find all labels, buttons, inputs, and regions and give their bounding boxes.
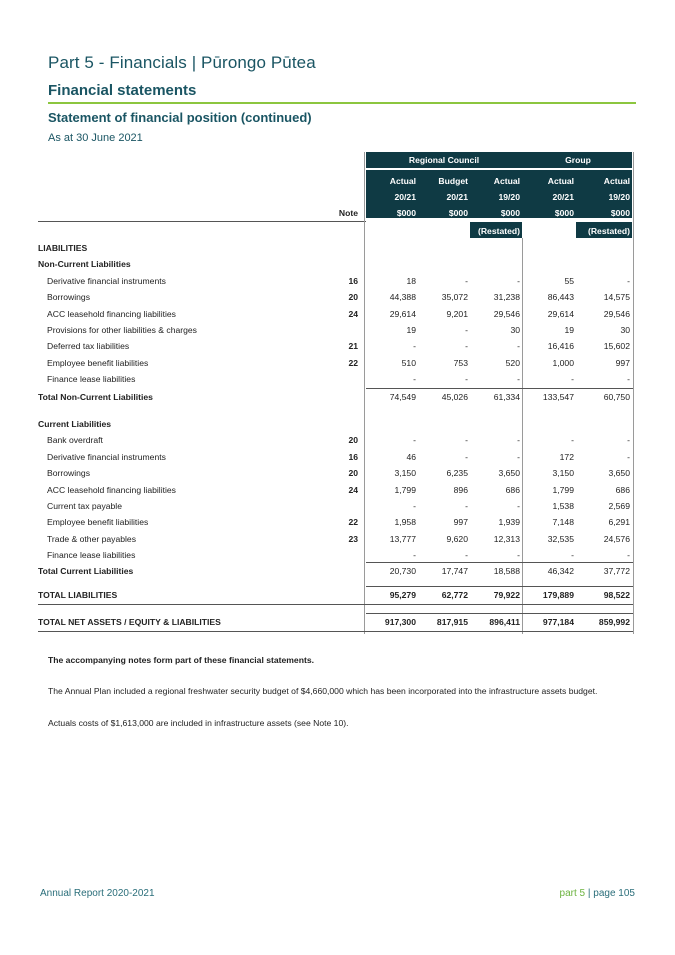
row-value: 61,334: [493, 392, 520, 402]
row-value: 1,799: [552, 485, 574, 495]
row-value: -: [413, 341, 416, 351]
accompanying-notes-statement: The accompanying notes form part of these financial statements.: [48, 655, 314, 665]
statement-date: As at 30 June 2021: [48, 132, 143, 144]
row-value: -: [627, 276, 630, 286]
row-note-ref: [328, 240, 358, 256]
section-divider: [48, 102, 636, 104]
row-value: 29,614: [389, 309, 416, 319]
row-value: 917,300: [384, 617, 416, 627]
row-value: -: [517, 435, 520, 445]
row-value: -: [465, 325, 468, 335]
table-row: [38, 322, 636, 338]
col-year-actual-1920-group: 19/20: [608, 192, 630, 202]
footer-page-number: page 105: [593, 888, 635, 899]
table-row: [38, 547, 636, 563]
row-note-ref: 20: [348, 468, 358, 478]
row-value: 6,291: [608, 517, 630, 527]
row-label: LIABILITIES: [38, 243, 88, 253]
row-value: 896: [453, 485, 468, 495]
row-note-ref: 22: [348, 517, 358, 527]
col-unit-actual-2021-group: $000: [554, 208, 574, 218]
row-note-ref: 16: [348, 276, 358, 286]
row-note-ref: [328, 547, 358, 563]
col-header-budget-2021-rc: Budget: [438, 176, 468, 186]
grand-total-underline: [38, 604, 633, 605]
row-label: Derivative financial instruments: [47, 276, 166, 286]
row-value: [524, 256, 574, 272]
row-value: -: [517, 374, 520, 384]
row-label: Finance lease liabilities: [47, 550, 136, 560]
row-label: Trade & other payables: [47, 534, 137, 544]
col-year-actual-1920-rc: 19/20: [498, 192, 520, 202]
row-value: -: [571, 550, 574, 560]
note-column-header: Note: [338, 208, 358, 218]
row-value: 14,575: [603, 292, 630, 302]
row-value: -: [465, 341, 468, 351]
row-label: Current Liabilities: [38, 419, 112, 429]
row-value: 32,535: [547, 534, 574, 544]
table-row: [38, 449, 636, 465]
col-header-actual-1920-group: Actual: [603, 176, 630, 186]
row-value: -: [465, 374, 468, 384]
row-value: -: [627, 374, 630, 384]
row-value: 29,546: [493, 309, 520, 319]
col-restated-1920-group: (Restated): [587, 226, 630, 236]
row-value: [366, 240, 416, 256]
col-header-actual-2021-rc: Actual: [389, 176, 416, 186]
col-unit-actual-1920-rc: $000: [500, 208, 520, 218]
total-rule: [366, 388, 633, 389]
table-row: [38, 371, 636, 387]
row-value: [418, 416, 468, 432]
row-value: 172: [559, 452, 574, 462]
row-value: -: [465, 501, 468, 511]
table-row: [38, 289, 636, 305]
row-value: -: [465, 452, 468, 462]
row-value: 3,650: [608, 468, 630, 478]
table-row: [38, 273, 636, 289]
row-value: 817,915: [436, 617, 468, 627]
row-value: 3,150: [552, 468, 574, 478]
row-note-ref: [328, 587, 358, 603]
row-label: TOTAL NET ASSETS / EQUITY & LIABILITIES: [38, 617, 221, 627]
row-value: 18: [406, 276, 416, 286]
row-note-ref: [328, 256, 358, 272]
row-value: 74,549: [389, 392, 416, 402]
row-value: -: [571, 374, 574, 384]
row-note-ref: 20: [348, 435, 358, 445]
row-value: [418, 240, 468, 256]
col-header-actual-1920-rc: Actual: [493, 176, 520, 186]
row-note-ref: [328, 498, 358, 514]
row-label: Current tax payable: [47, 501, 122, 511]
table-section-heading: [38, 416, 636, 432]
row-value: 62,772: [441, 590, 468, 600]
row-label: Non-Current Liabilities: [38, 259, 131, 269]
row-label: Employee benefit liabilities: [47, 358, 149, 368]
row-value: 35,072: [441, 292, 468, 302]
group-header-regional-council: Regional Council: [408, 155, 480, 165]
row-value: -: [413, 435, 416, 445]
row-value: -: [517, 341, 520, 351]
row-value: 30: [510, 325, 520, 335]
row-value: -: [517, 550, 520, 560]
row-value: -: [465, 550, 468, 560]
row-note-ref: [328, 563, 358, 579]
grand-total-underline: [38, 631, 633, 632]
row-value: 19: [564, 325, 574, 335]
row-value: 7,148: [552, 517, 574, 527]
row-note-ref: [328, 389, 358, 405]
row-value: 46,342: [547, 566, 574, 576]
row-label: Deferred tax liabilities: [47, 341, 130, 351]
total-rule: [366, 586, 633, 587]
footer-page-ref: [560, 888, 635, 899]
page-part-title: Part 5 - Financials | Pūrongo Pūtea: [48, 53, 316, 72]
row-note-ref: [328, 371, 358, 387]
row-value: 45,026: [441, 392, 468, 402]
row-value: [366, 416, 416, 432]
row-value: 977,184: [542, 617, 574, 627]
row-value: [470, 256, 520, 272]
row-value: [524, 416, 574, 432]
group-header-group: Group: [565, 155, 591, 165]
row-value: 86,443: [547, 292, 574, 302]
row-note-ref: [328, 614, 358, 630]
row-value: -: [465, 276, 468, 286]
table-row: [38, 531, 636, 547]
row-value: 20,730: [389, 566, 416, 576]
row-label: ACC leasehold financing liabilities: [47, 309, 176, 319]
row-value: 13,777: [389, 534, 416, 544]
row-value: 753: [453, 358, 468, 368]
row-value: 997: [615, 358, 630, 368]
row-value: 16,416: [547, 341, 574, 351]
row-value: 44,388: [389, 292, 416, 302]
row-value: 686: [505, 485, 520, 495]
row-value: -: [517, 501, 520, 511]
statement-title: Statement of financial position (continued): [48, 110, 312, 125]
row-value: 2,569: [608, 501, 630, 511]
row-label: Total Non-Current Liabilities: [38, 392, 153, 402]
footer-part: part 5: [559, 888, 586, 899]
table-total-row: [38, 587, 636, 603]
row-value: 60,750: [603, 392, 630, 402]
table-row: [38, 306, 636, 322]
col-restated-1920-rc: (Restated): [477, 226, 520, 236]
row-label: Bank overdraft: [47, 435, 103, 445]
row-label: Finance lease liabilities: [47, 374, 136, 384]
row-value: 29,546: [603, 309, 630, 319]
footer-report-title: Annual Report 2020-2021: [40, 888, 155, 899]
row-value: 6,235: [446, 468, 468, 478]
row-value: 133,547: [542, 392, 574, 402]
annual-plan-note: The Annual Plan included a regional freshwater security budget of $4,660,000 which has been incorporated into the infrastructure assets budget.: [48, 686, 598, 696]
row-value: 37,772: [603, 566, 630, 576]
row-value: [366, 256, 416, 272]
table-row: [38, 338, 636, 354]
row-value: -: [465, 435, 468, 445]
row-value: 55: [564, 276, 574, 286]
row-value: [418, 256, 468, 272]
row-value: 1,958: [394, 517, 416, 527]
row-value: 24,576: [603, 534, 630, 544]
col-year-actual-2021-rc: 20/21: [394, 192, 416, 202]
row-value: 15,602: [603, 341, 630, 351]
row-value: -: [413, 374, 416, 384]
col-unit-actual-2021-rc: $000: [396, 208, 416, 218]
row-value: 686: [615, 485, 630, 495]
actuals-costs-note: Actuals costs of $1,613,000 are included in infrastructure assets (see Note 10).: [48, 718, 349, 728]
row-value: 1,538: [552, 501, 574, 511]
row-note-ref: 16: [348, 452, 358, 462]
row-note-ref: [328, 322, 358, 338]
header-bottom-rule: [38, 221, 366, 222]
col-year-actual-2021-group: 20/21: [552, 192, 574, 202]
total-rule: [366, 562, 633, 563]
row-value: [470, 416, 520, 432]
col-header-actual-2021-group: Actual: [547, 176, 574, 186]
row-value: [524, 240, 574, 256]
table-total-row: [38, 563, 636, 579]
row-value: 520: [505, 358, 520, 368]
row-label: Derivative financial instruments: [47, 452, 166, 462]
row-value: [576, 256, 630, 272]
row-value: 997: [453, 517, 468, 527]
row-note-ref: 22: [348, 358, 358, 368]
row-note-ref: 21: [348, 341, 358, 351]
row-value: -: [571, 435, 574, 445]
row-value: 3,650: [498, 468, 520, 478]
row-label: Employee benefit liabilities: [47, 517, 149, 527]
col-year-budget-2021-rc: 20/21: [446, 192, 468, 202]
row-value: [470, 240, 520, 256]
row-value: 859,992: [598, 617, 630, 627]
row-value: 1,000: [552, 358, 574, 368]
row-note-ref: [328, 416, 358, 432]
row-value: 9,620: [446, 534, 468, 544]
table-total-row: [38, 389, 636, 405]
row-note-ref: 24: [348, 309, 358, 319]
row-value: -: [627, 550, 630, 560]
row-value: 896,411: [489, 617, 520, 627]
table-total-row: [38, 614, 636, 630]
row-note-ref: 23: [348, 534, 358, 544]
row-label: Borrowings: [47, 468, 90, 478]
row-value: 46: [406, 452, 416, 462]
row-value: 19: [406, 325, 416, 335]
row-label: Total Current Liabilities: [38, 566, 134, 576]
row-value: 1,799: [394, 485, 416, 495]
row-value: 3,150: [394, 468, 416, 478]
row-label: ACC leasehold financing liabilities: [47, 485, 176, 495]
row-value: -: [517, 276, 520, 286]
row-value: [576, 416, 630, 432]
row-value: -: [517, 452, 520, 462]
section-title: Financial statements: [48, 82, 197, 99]
row-value: 30: [620, 325, 630, 335]
footer-separator: |: [587, 888, 591, 899]
row-label: TOTAL LIABILITIES: [38, 590, 118, 600]
row-value: 510: [401, 358, 416, 368]
col-unit-budget-2021-rc: $000: [448, 208, 468, 218]
row-label: Provisions for other liabilities & charges: [47, 325, 197, 335]
row-value: 17,747: [441, 566, 468, 576]
row-value: -: [413, 550, 416, 560]
row-value: 179,889: [542, 590, 574, 600]
table-row: [38, 514, 636, 530]
row-value: 79,922: [493, 590, 520, 600]
row-value: 31,238: [493, 292, 520, 302]
col-unit-actual-1920-group: $000: [610, 208, 630, 218]
row-value: [576, 240, 630, 256]
total-rule: [366, 613, 633, 614]
row-value: 18,588: [493, 566, 520, 576]
row-note-ref: 24: [348, 485, 358, 495]
row-value: 29,614: [547, 309, 574, 319]
row-value: 95,279: [389, 590, 416, 600]
table-row: [38, 432, 636, 448]
table-row: [38, 482, 636, 498]
row-note-ref: 20: [348, 292, 358, 302]
table-row: [38, 465, 636, 481]
row-value: -: [413, 501, 416, 511]
row-value: -: [627, 452, 630, 462]
row-value: 98,522: [603, 590, 630, 600]
table-section-heading: [38, 256, 636, 272]
row-value: 1,939: [498, 517, 520, 527]
row-value: -: [627, 435, 630, 445]
row-value: 9,201: [446, 309, 468, 319]
row-label: Borrowings: [47, 292, 90, 302]
row-value: 12,313: [493, 534, 520, 544]
table-row: [38, 355, 636, 371]
table-row: [38, 498, 636, 514]
table-section-heading: [38, 240, 636, 256]
